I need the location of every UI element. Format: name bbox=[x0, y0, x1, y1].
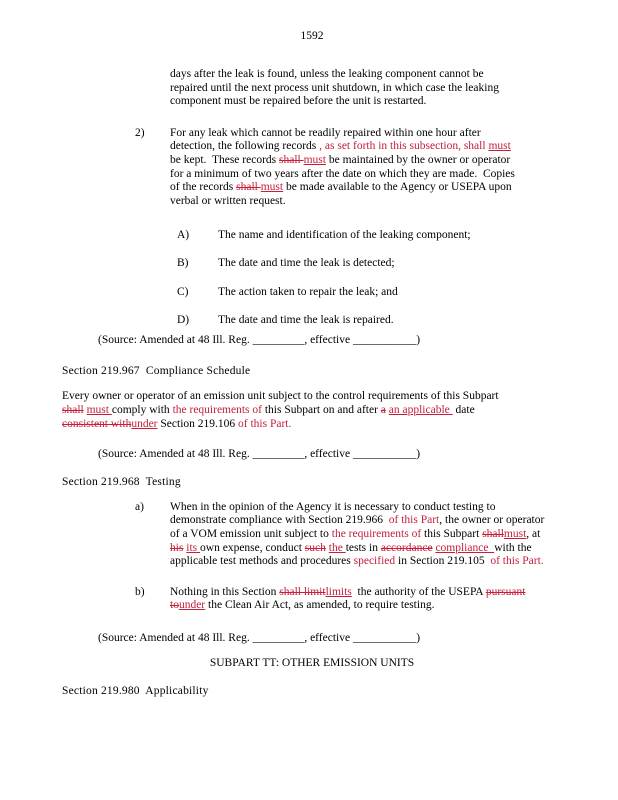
text-segment: comply with bbox=[111, 404, 173, 416]
text-segment: in Section 219.105 bbox=[395, 555, 491, 568]
paragraph-967 bbox=[62, 390, 562, 431]
list-label: a) bbox=[135, 500, 144, 513]
section-heading-980: Section 219.980 Applicability bbox=[62, 684, 209, 697]
deleted-text-segment: shall bbox=[279, 153, 304, 166]
text-line bbox=[170, 68, 562, 82]
list-item-B bbox=[62, 257, 562, 271]
edited-text-segment: of this Part. bbox=[238, 417, 292, 430]
text-segment: detection, the following records bbox=[170, 140, 320, 153]
inserted-text-segment: must bbox=[260, 181, 284, 194]
text-line bbox=[170, 82, 562, 96]
text-segment: The date and time the leak is repaired. bbox=[218, 313, 394, 326]
text-segment: repaired until the next process unit shutdown, in which case the leaking bbox=[170, 81, 499, 94]
deleted-text-segment: a bbox=[380, 404, 386, 416]
text-segment: The name and identification of the leaking component; bbox=[218, 229, 471, 242]
intro-paragraph bbox=[170, 68, 562, 109]
text-line bbox=[170, 95, 562, 109]
list-label: b) bbox=[135, 585, 145, 598]
list-item-text bbox=[218, 286, 398, 300]
text-segment: Nothing in this Section bbox=[170, 585, 280, 598]
inserted-text-segment: under bbox=[178, 599, 206, 612]
list-item-C bbox=[62, 286, 562, 300]
inserted-text-segment: must bbox=[503, 528, 527, 541]
text-segment: component must be repaired before the unit is restarted. bbox=[170, 95, 427, 108]
edited-text-segment: the requirements of bbox=[331, 528, 422, 541]
list-label: 2) bbox=[135, 126, 145, 139]
text-line bbox=[170, 195, 515, 209]
list-item-text bbox=[218, 257, 395, 271]
text-segment: with the bbox=[494, 541, 532, 554]
list-item-text bbox=[218, 314, 394, 328]
deleted-text-segment: pursuant bbox=[485, 585, 526, 598]
text-line bbox=[170, 140, 515, 154]
section-heading-967: Section 219.967 Compliance Schedule bbox=[62, 364, 251, 377]
text-segment: days after the leak is found, unless the leaking component cannot be bbox=[170, 68, 484, 80]
inserted-text-segment: must bbox=[86, 404, 112, 416]
text-line bbox=[218, 314, 394, 328]
text-line bbox=[62, 404, 562, 418]
text-segment: for a minimum of two years after the date on which they are made. Copies bbox=[170, 167, 515, 180]
source-note: (Source: Amended at 48 Ill. Reg. _________, effective ___________) bbox=[98, 448, 421, 461]
subpart-heading: SUBPART TT: OTHER EMISSION UNITS bbox=[209, 656, 415, 669]
deleted-text-segment: shall bbox=[62, 404, 84, 416]
text-segment: this Subpart on and after bbox=[261, 404, 381, 416]
edited-text-segment: the requirements of bbox=[172, 404, 262, 416]
inserted-text-segment: compliance bbox=[435, 541, 495, 554]
inserted-text-segment: under bbox=[131, 417, 158, 430]
list-item-A bbox=[62, 229, 562, 243]
text-line bbox=[170, 181, 515, 195]
text-line bbox=[170, 599, 525, 613]
deleted-text-segment: shall limit bbox=[279, 585, 326, 598]
inserted-text-segment: its bbox=[186, 541, 201, 554]
text-segment: the Clean Air Act, as amended, to require testing. bbox=[205, 599, 435, 612]
text-segment: be kept. These records bbox=[170, 153, 279, 166]
source-note: (Source: Amended at 48 Ill. Reg. _________, effective ___________) bbox=[98, 632, 421, 645]
text-line bbox=[170, 555, 544, 569]
list-item-text bbox=[170, 501, 544, 569]
list-item-text bbox=[218, 229, 471, 243]
text-segment: verbal or written request. bbox=[170, 194, 286, 207]
inserted-text-segment: must bbox=[488, 140, 511, 153]
list-item-D bbox=[62, 314, 562, 328]
text-segment: this Subpart bbox=[421, 528, 483, 541]
text-line bbox=[170, 154, 515, 168]
text-segment: be maintained by the owner or operator bbox=[325, 153, 511, 166]
source-note: (Source: Amended at 48 Ill. Reg. _________, effective ___________) bbox=[98, 334, 421, 347]
list-label: D) bbox=[177, 313, 190, 326]
deleted-text-segment: consistent with bbox=[62, 417, 132, 430]
page-number: 1592 bbox=[300, 30, 324, 42]
deleted-text-segment: such bbox=[304, 541, 326, 554]
text-segment: When in the opinion of the Agency it is necessary to conduct testing to bbox=[170, 500, 496, 513]
section-heading-968: Section 219.968 Testing bbox=[62, 476, 181, 489]
text-line bbox=[170, 127, 515, 141]
deleted-text-segment: accordance bbox=[380, 541, 433, 554]
text-line bbox=[170, 168, 515, 182]
text-segment: of the records bbox=[170, 181, 237, 194]
text-segment: demonstrate compliance with Section 219.966 bbox=[170, 514, 389, 527]
text-segment: The action taken to repair the leak; and bbox=[218, 285, 398, 298]
list-label: B) bbox=[177, 257, 189, 270]
text-line bbox=[170, 501, 544, 515]
deleted-text-segment: to bbox=[170, 599, 179, 612]
edited-text-segment: , as set forth in this subsection, shall bbox=[319, 140, 486, 153]
deleted-text-segment: shall bbox=[236, 181, 261, 194]
edited-text-segment: of this Part bbox=[388, 514, 440, 527]
text-line bbox=[170, 542, 544, 556]
text-line bbox=[170, 528, 544, 542]
text-line bbox=[170, 514, 544, 528]
text-segment: of a VOM emission unit subject to bbox=[170, 528, 332, 541]
inserted-text-segment: the bbox=[328, 541, 346, 554]
text-line bbox=[170, 586, 525, 600]
list-item-b bbox=[62, 586, 562, 613]
text-segment: applicable test methods and procedures bbox=[170, 555, 354, 568]
text-segment: own expense, conduct bbox=[200, 541, 305, 554]
text-segment: tests in bbox=[345, 541, 381, 554]
edited-text-segment: specified bbox=[353, 555, 396, 568]
text-segment: The date and time the leak is detected; bbox=[218, 257, 395, 270]
text-segment: be made available to the Agency or USEPA upon bbox=[283, 181, 512, 194]
inserted-text-segment: limits bbox=[325, 585, 352, 598]
list-item-2 bbox=[62, 127, 562, 209]
text-line bbox=[218, 257, 395, 271]
list-label: A) bbox=[177, 229, 190, 242]
list-item-a bbox=[62, 501, 562, 569]
inserted-text-segment: must bbox=[303, 153, 326, 166]
list-item-text bbox=[170, 586, 525, 613]
deleted-text-segment: his bbox=[170, 541, 184, 554]
text-segment: Every owner or operator of an emission unit subject to the control requirements of this Subpart bbox=[62, 390, 499, 403]
text-line bbox=[218, 229, 471, 243]
text-segment: Section 219.106 bbox=[157, 417, 239, 430]
text-segment: the authority of the USEPA bbox=[351, 585, 486, 598]
list-item-text bbox=[170, 127, 515, 209]
text-segment: date bbox=[452, 404, 475, 416]
deleted-text-segment: shall bbox=[482, 528, 504, 541]
text-segment: For any leak which cannot be readily repaired within one hour after bbox=[170, 126, 481, 139]
list-label: C) bbox=[177, 285, 189, 298]
text-segment: , at bbox=[526, 528, 541, 541]
edited-text-segment: of this Part. bbox=[490, 555, 544, 568]
text-line bbox=[218, 286, 398, 300]
text-segment: , the owner or operator bbox=[439, 514, 545, 527]
text-line bbox=[62, 418, 562, 432]
inserted-text-segment: an applicable bbox=[388, 404, 453, 416]
text-line bbox=[62, 390, 562, 404]
